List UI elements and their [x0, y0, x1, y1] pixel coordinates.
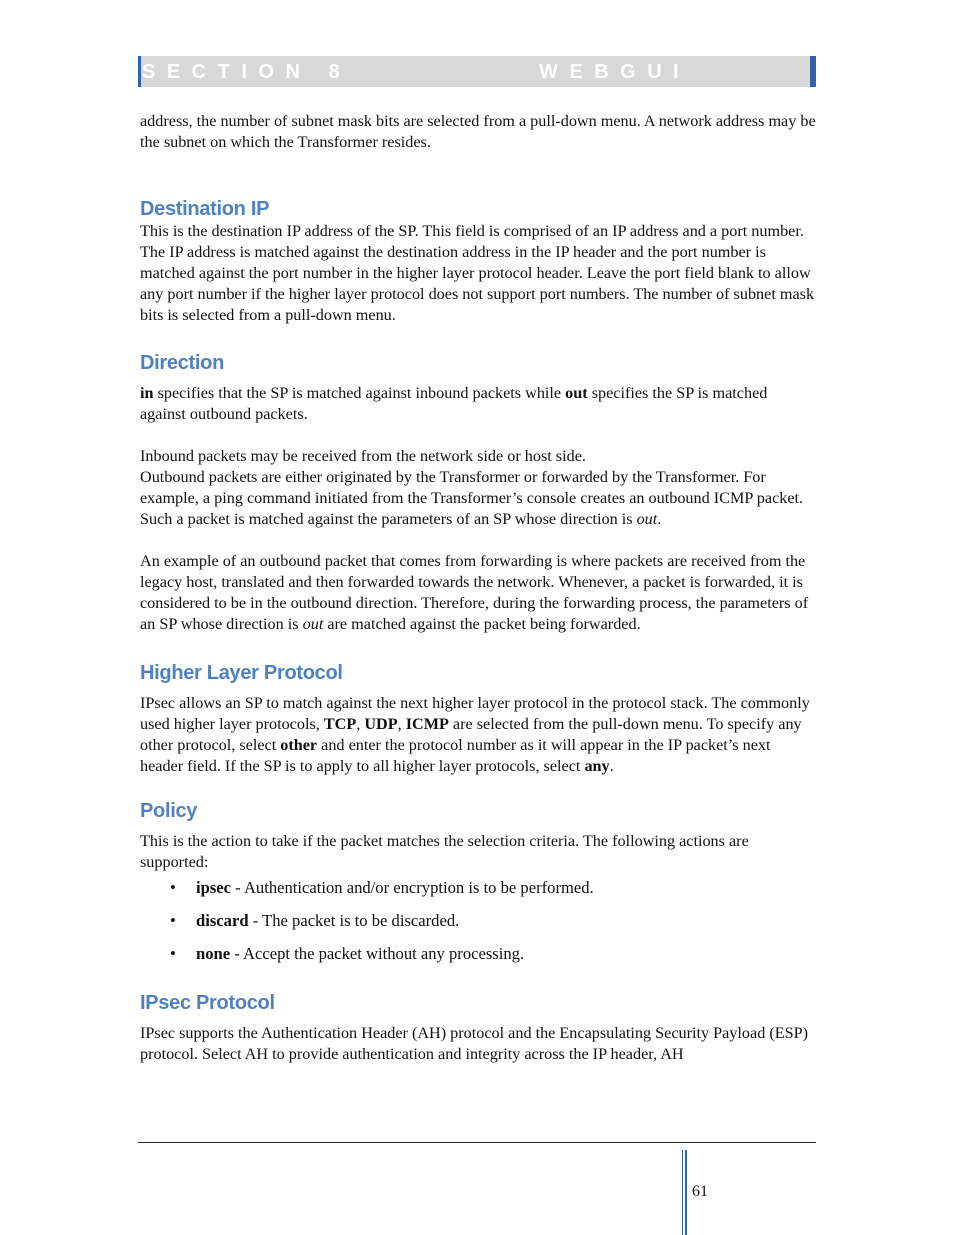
higher-layer-protocol-heading: Higher Layer Protocol: [140, 662, 343, 684]
direction-paragraph-3: [140, 551, 816, 635]
bullet-icon: •: [170, 911, 176, 930]
discard-term: discard: [196, 911, 249, 930]
inbound-sentence: Inbound packets may be received from the network side or host side.: [140, 447, 586, 465]
discard-desc: - The packet is to be discarded.: [248, 911, 460, 930]
hl-sep-1: ,: [356, 715, 365, 733]
icmp-term: ICMP: [405, 715, 449, 733]
page-body: [140, 111, 816, 1065]
system-label: WEBGUI SYSTEM: [539, 61, 691, 107]
direction-text-b: specifies the SP is matched against outbound packets.: [140, 384, 768, 423]
none-desc: - Accept the packet without any processing.: [230, 944, 525, 963]
tcp-term: TCP: [323, 715, 357, 733]
forwarding-text-a: An example of an outbound packet that comes from forwarding is where packets are received from the legacy host, translated and then forwarded towards the network. Whenever, a packet is forwarded, it is considered to be in the outbound direction. Therefore, during the forwarding process, the parameters of an SP whose direction is: [140, 552, 809, 633]
destination-ip-heading: Destination IP: [140, 198, 270, 220]
hl-text-2: are selected from the pull-down menu. To specify any other protocol, select: [140, 715, 802, 754]
ipsec-protocol-heading: IPsec Protocol: [140, 992, 275, 1014]
direction-paragraph-1: [140, 383, 816, 425]
direction-heading: Direction: [140, 352, 224, 374]
ipsec-term: ipsec: [196, 878, 232, 897]
ipsec-desc: - Authentication and/or encryption is to be performed.: [231, 878, 594, 897]
out-term: out: [565, 384, 588, 402]
any-term: any: [584, 757, 610, 775]
policy-heading: Policy: [140, 800, 198, 822]
bullet-icon: •: [170, 878, 176, 897]
header-left-rule: [138, 56, 141, 87]
none-term: none: [196, 944, 231, 963]
higher-layer-paragraph: [140, 693, 816, 777]
page-number: 61: [692, 1183, 708, 1200]
period: .: [657, 510, 662, 528]
list-item: [140, 877, 816, 898]
section-label: SECTION 8: [142, 61, 352, 83]
page-number-rule: [682, 1150, 683, 1235]
direction-paragraph-2: [140, 446, 816, 530]
ipsec-protocol-paragraph: IPsec supports the Authentication Header (AH) protocol and the Encapsulating Security Payload (ESP) protocol. Select AH to provide authentication and integrity across the IP header, AH: [140, 1024, 809, 1063]
hl-text-4: .: [609, 757, 614, 775]
footer-rule: [138, 1142, 816, 1143]
policy-action-list: [140, 877, 816, 964]
outbound-sentence: Outbound packets are either originated by the Transformer or forwarded by the Transformer. For example, a ping command initiated from the Transformer’s console creates an outbound ICMP packet. Such a packet is matched against the parameters of an SP whose direction is: [140, 468, 804, 528]
out-italic-2: out: [302, 615, 324, 633]
intro-paragraph: address, the number of subnet mask bits are selected from a pull-down menu. A network address may be the subnet on which the Transformer resides.: [140, 112, 816, 151]
out-italic: out: [636, 510, 658, 528]
page-number-rule-thick: [685, 1150, 687, 1235]
hl-sep-2: ,: [397, 715, 406, 733]
bullet-icon: •: [170, 944, 176, 963]
in-term: in: [140, 384, 154, 402]
hl-text-1: IPsec allows an SP to match against the next higher layer protocol in the protocol stack. The commonly used higher layer protocols,: [140, 694, 810, 733]
header-right-rule: [810, 56, 816, 87]
list-item: [140, 943, 816, 964]
section-header-bar: [138, 56, 816, 107]
hl-text-3: and enter the protocol number as it will appear in the IP packet’s next header field. If the SP is to apply to all higher layer protocols, select: [140, 736, 771, 775]
udp-term: UDP: [364, 715, 398, 733]
forwarding-text-b: are matched against the packet being forwarded.: [323, 615, 641, 633]
other-term: other: [280, 736, 318, 754]
direction-text-a: specifies that the SP is matched against inbound packets while: [153, 384, 566, 402]
destination-ip-paragraph: This is the destination IP address of the SP. This field is comprised of an IP address and a port number. The IP address is matched against the destination address in the IP header and the port number is matched against the port number in the higher layer protocol header. Leave the port field blank to allow any port number if the higher layer protocol does not support port numbers. The number of subnet mask bits is selected from a pull-down menu.: [140, 222, 815, 324]
list-item: [140, 910, 816, 931]
policy-paragraph: This is the action to take if the packet matches the selection criteria. The following actions are supported:: [140, 832, 749, 871]
